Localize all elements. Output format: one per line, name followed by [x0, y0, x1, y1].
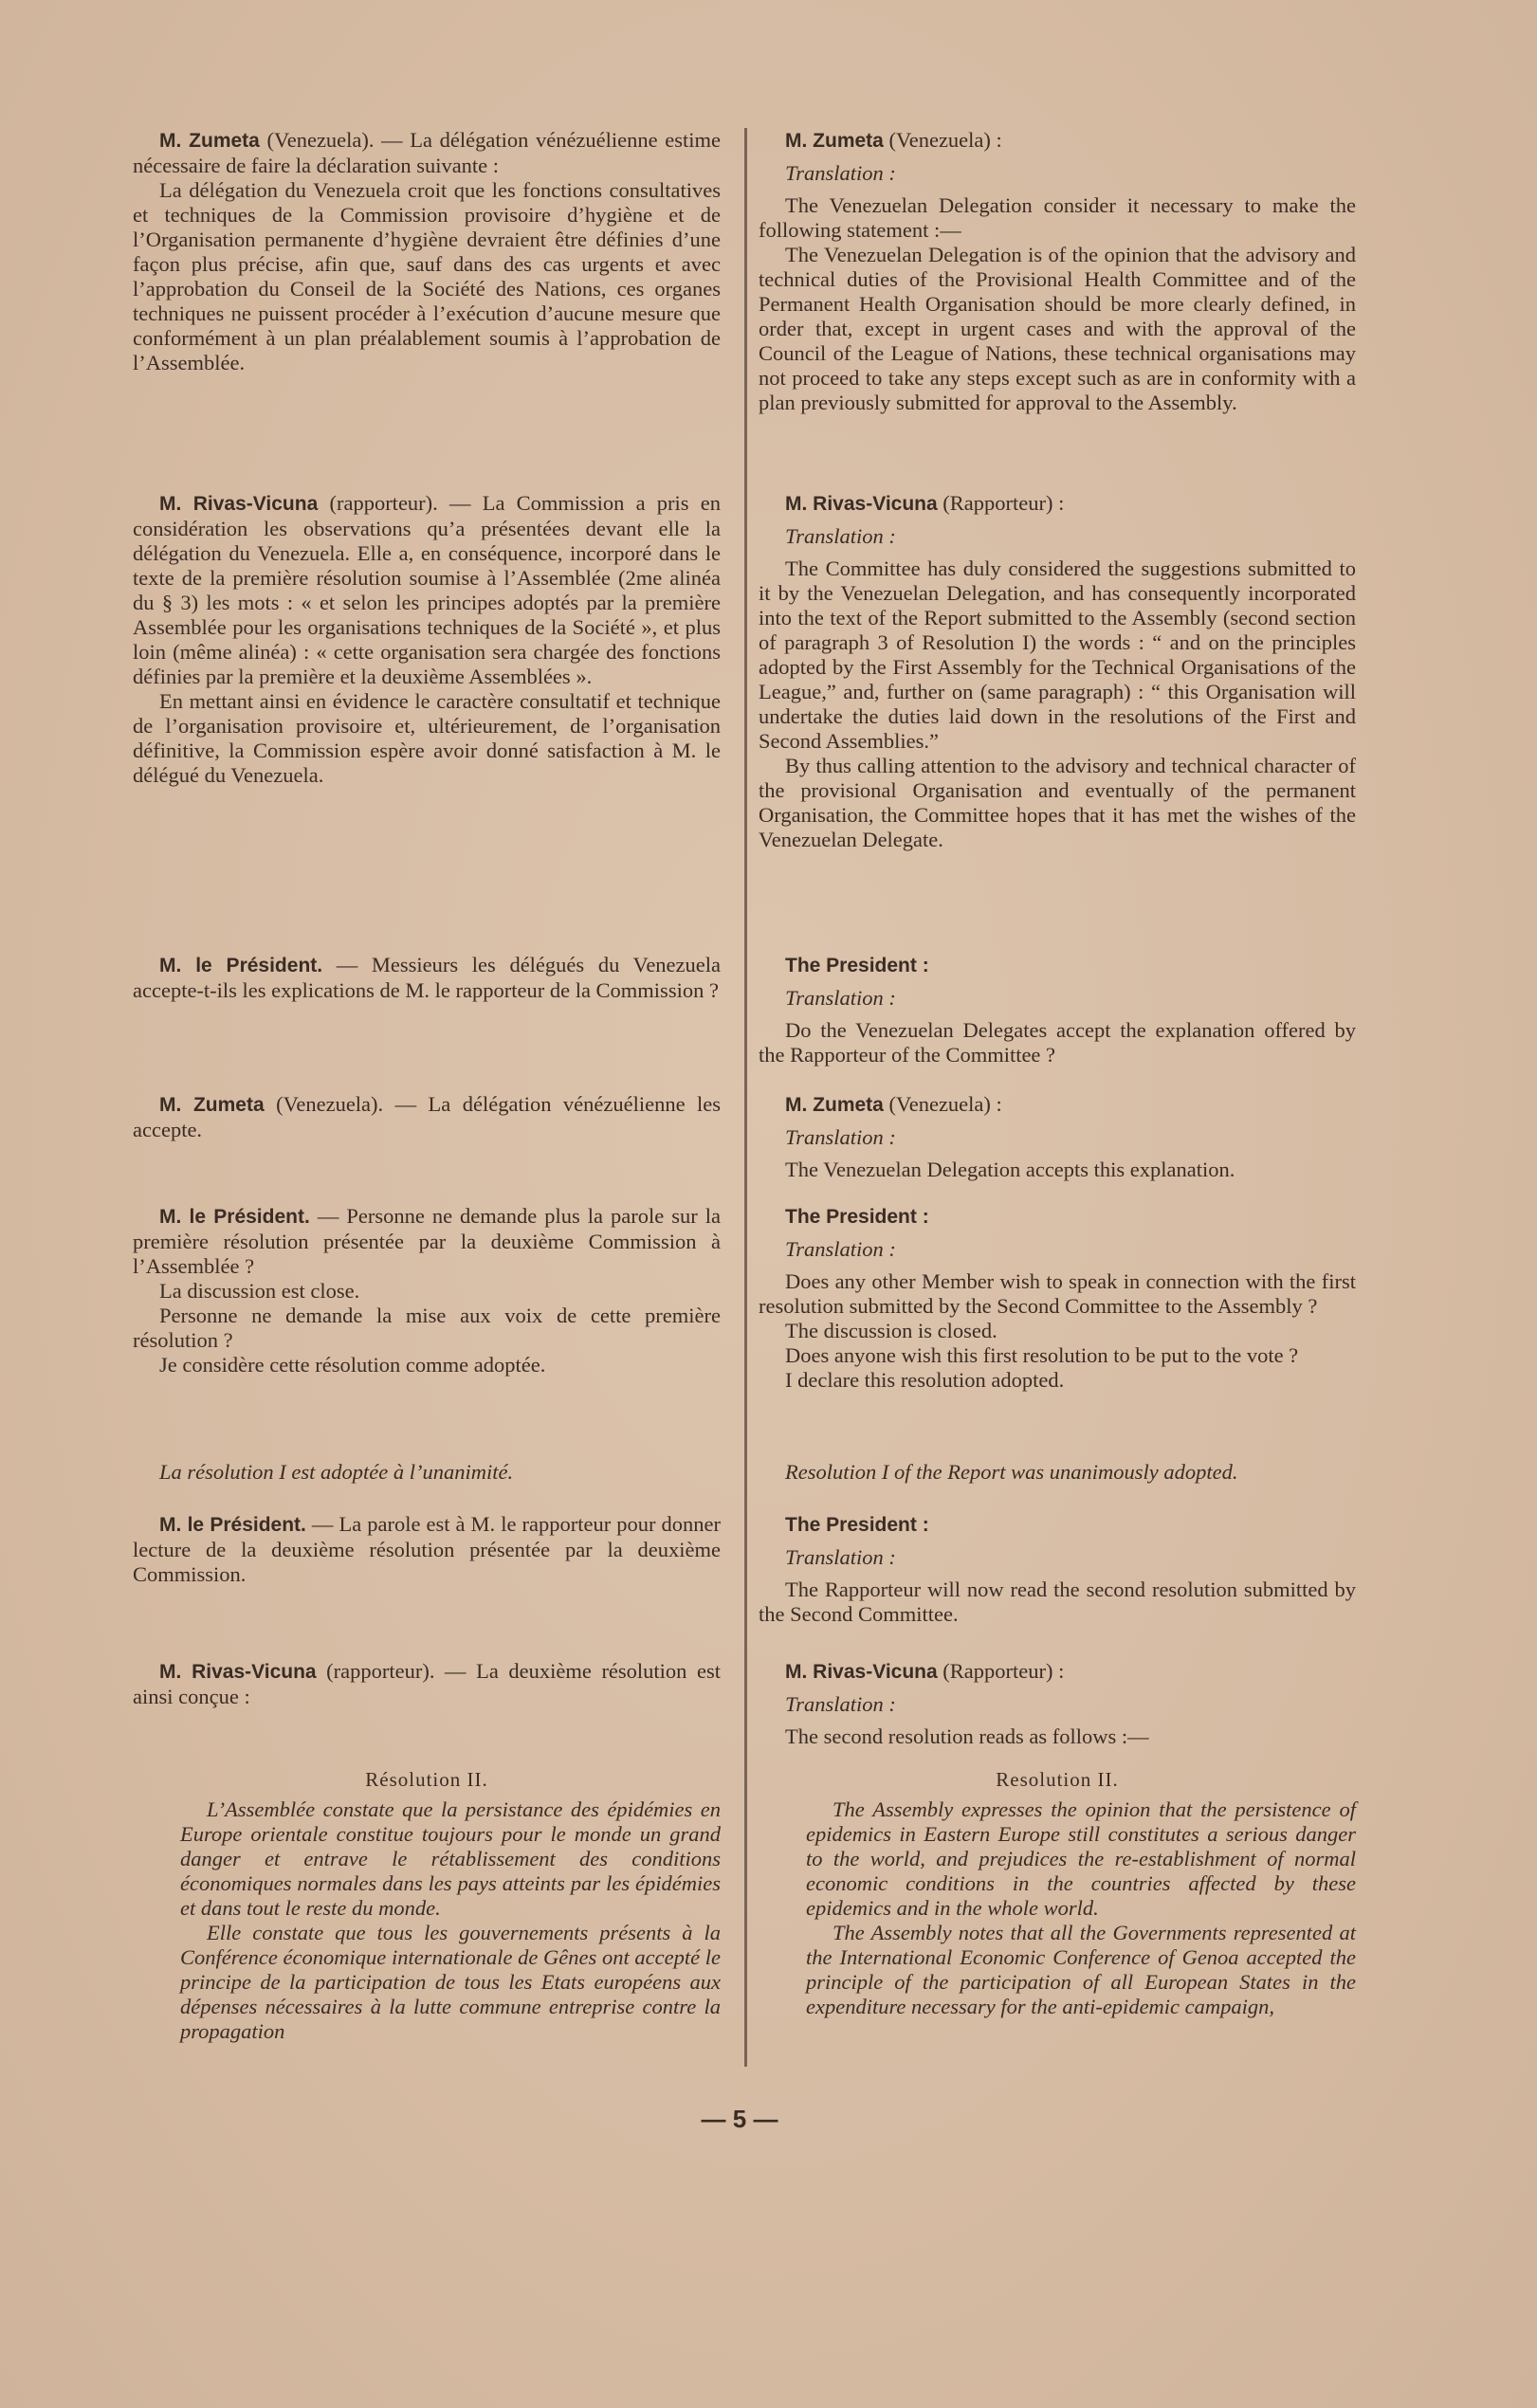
president-floor-fr	[133, 1512, 721, 1587]
speaker-name: M. Zumeta	[785, 130, 884, 152]
translation-label: Translation :	[785, 1545, 896, 1569]
speech-paragraph: The Committee has duly considered the suggestions submitted to it by the Venezuelan Delegation, and has consequently incorporated into the text of the Report submitted to the Assembly (second section of paragraph 3 of Resolution I) the words : “ and on the principles adopted by the First Assembly for the Technical Organisations of the League,” and, further on (same paragraph) : “ this Organisation will undertake the duties laid down in the resolutions of the First and Second Assemblies.”	[759, 556, 1356, 753]
speech-paragraph: La délégation du Venezuela croit que les fonctions consultatives et techniques de la Commission provisoire d’hygiène et de l’Organisation permanente d’hygiène devraient être définies d’une façon plus précise, afin que, sauf dans des cas urgents et avec l’approbation du Conseil de la Société des Nations, ces organes techniques ne puissent procéder à l’exécution d’aucune mesure que conformément à un plan préalablement soumis à l’approbation de l’Assemblée.	[133, 178, 721, 374]
speech-text: (Rapporteur) :	[937, 1659, 1065, 1683]
speech-paragraph: The Venezuelan Delegation is of the opinion that the advisory and technical duties of the Provisional Health Committee and of the Permanent Health Organisation should be more clearly defined, in order that, except in urgent cases and with the approval of the Council of the League of Nations, these technical organisations may not proceed to take any steps except such as are in conformity with a plan previously submitted for approval to the Assembly.	[759, 243, 1356, 414]
speech-paragraph: The Venezuelan Delegation consider it necessary to make the following statement :—	[759, 193, 1356, 242]
translation-label: Translation :	[785, 161, 896, 185]
resolution-two-fr	[133, 1768, 721, 2044]
speaker-name: M. le Président.	[159, 955, 323, 976]
speech-paragraph: The Rapporteur will now read the second resolution submitted by the Second Committee.	[759, 1578, 1356, 1626]
zumeta-accepts-en	[759, 1092, 1356, 1182]
resolution-paragraph: The Assembly expresses the opinion that the persistence of epidemics in Eastern Europe still constitutes a serious danger to the world, and prejudices the re-establishment of normal economic conditions in the countries affected by these epidemics and in the whole world.	[806, 1797, 1356, 1920]
zumeta-statement-en	[759, 128, 1356, 415]
resolution-two-en	[759, 1768, 1356, 2019]
speech-paragraph: Je considère cette résolution comme adoptée.	[159, 1353, 546, 1377]
speech-paragraph: I declare this resolution adopted.	[785, 1368, 1065, 1392]
speaker-name: M. Rivas-Vicuna	[785, 493, 938, 515]
page-number: — 5 —	[701, 2105, 778, 2133]
speaker-name: The President :	[785, 1514, 929, 1536]
speaker-name: M. Rivas-Vicuna	[159, 493, 319, 515]
speech-text: (Venezuela) :	[883, 128, 1002, 152]
translation-label: Translation :	[785, 524, 896, 548]
translation-label: Translation :	[785, 1237, 896, 1261]
speech-paragraph: La discussion est close.	[159, 1279, 360, 1303]
speech-text: — Personne ne demande plus la parole sur la première résolution présentée par la deuxième Commission à l’Assemblée ?	[133, 1204, 721, 1278]
speech-paragraph: The Venezuelan Delegation accepts this explanation.	[785, 1158, 1235, 1181]
column-divider	[744, 128, 747, 2067]
speech-text: — Messieurs les délégués du Venezuela accepte-t-ils les explications de M. le rapporteur de la Commission ?	[133, 953, 721, 1002]
rapporteur-reads-fr	[133, 1659, 721, 1709]
president-floor-en	[759, 1512, 1356, 1627]
speech-paragraph: Does any other Member wish to speak in connection with the first resolution submitted by the Second Committee to the Assembly ?	[759, 1269, 1356, 1318]
speech-text: (rapporteur). — La Commission a pris en considération les observations qu’a présentées devant elle la délégation du Venezuela. Elle a, en conséquence, incorporé dans le texte de la première résolution soumise à l’Assemblée (2me alinéa du § 3) les mots : « et selon les principes adoptés par la première Assemblée pour les organisations techniques de la Société », et plus loin (même alinéa) : « cette organisation sera chargée des fonctions définies par la première et la deuxième Assemblées ».	[133, 491, 722, 688]
resolution-paragraph: Elle constate que tous les gouvernements présents à la Conférence économique internationale de Gênes ont accepté le principe de la participation de tous les Etats européens aux dépenses nécessaires à la lutte commune entreprise contre la propagation	[180, 1921, 721, 2043]
speech-paragraph: En mettant ainsi en évidence le caractère consultatif et technique de l’organisation provisoire et, ultérieurement, de l’organisation définitive, la Commission espère avoir donné satisfaction à M. le délégué du Venezuela.	[133, 689, 721, 787]
resolution-paragraph: The Assembly notes that all the Governments represented at the International Economic Conference of Genoa accepted the principle of the participation of all European States in the expenditure necessary for the anti-epidemic campaign,	[806, 1921, 1356, 2018]
president-question-en	[759, 953, 1356, 1067]
speaker-name: M. le Président.	[159, 1514, 306, 1536]
resolution-adopted-note-en	[759, 1460, 1356, 1485]
english-column	[759, 123, 1356, 2076]
rapporteur-reads-en	[759, 1659, 1356, 1749]
translation-label: Translation :	[785, 986, 896, 1010]
president-close-en	[759, 1204, 1356, 1393]
resolution-paragraph: L’Assemblée constate que la persistance des épidémies en Europe orientale constitue toujours pour le monde un grand danger et entrave le rétablissement des conditions économiques normales dans les pays atteints par les épidémies et dans tout le reste du monde.	[180, 1797, 721, 1920]
speaker-name: M. le Président.	[159, 1206, 310, 1228]
speaker-name: M. Rivas-Vicuna	[785, 1661, 938, 1683]
speaker-name: M. Zumeta	[159, 1094, 265, 1116]
president-close-fr	[133, 1204, 721, 1377]
speech-paragraph: The second resolution reads as follows :—	[785, 1724, 1149, 1748]
rapporteur-reply-en	[759, 491, 1356, 852]
speaker-name: The President :	[785, 1206, 929, 1228]
adoption-note: Resolution I of the Report was unanimously adopted.	[785, 1460, 1238, 1484]
resolution-heading: Résolution II.	[365, 1768, 488, 1791]
speech-text: (Venezuela). — La délégation vénézuélienne les accepte.	[133, 1092, 721, 1141]
translation-label: Translation :	[785, 1692, 896, 1716]
zumeta-statement-fr	[133, 128, 721, 375]
rapporteur-reply-fr	[133, 491, 721, 788]
speaker-name: M. Rivas-Vicuna	[159, 1661, 317, 1683]
president-question-fr	[133, 953, 721, 1003]
speaker-name: M. Zumeta	[785, 1094, 884, 1116]
speech-text: (rapporteur). — La deuxième résolution est ainsi conçue :	[133, 1659, 721, 1708]
translation-label: Translation :	[785, 1125, 896, 1149]
french-column	[133, 123, 721, 2076]
speaker-name: The President :	[785, 955, 929, 976]
speech-paragraph: Do the Venezuelan Delegates accept the explanation offered by the Rapporteur of the Committee ?	[759, 1018, 1356, 1067]
zumeta-accepts-fr	[133, 1092, 721, 1142]
speech-paragraph: Personne ne demande la mise aux voix de cette première résolution ?	[133, 1304, 721, 1352]
resolution-adopted-note-fr	[133, 1460, 721, 1485]
speech-text: (Rapporteur) :	[937, 491, 1065, 515]
speech-paragraph: By thus calling attention to the advisory and technical character of the provisional Organisation and eventually of the permanent Organisation, the Committee hopes that it has met the wishes of the Venezuelan Delegate.	[759, 754, 1356, 851]
adoption-note: La résolution I est adoptée à l’unanimité.	[159, 1460, 514, 1484]
speech-text: (Venezuela) :	[883, 1092, 1002, 1116]
speech-paragraph: Does anyone wish this first resolution to be put to the vote ?	[785, 1343, 1299, 1367]
speaker-name: M. Zumeta	[159, 130, 260, 152]
resolution-heading: Resolution II.	[996, 1768, 1119, 1791]
speech-paragraph: The discussion is closed.	[785, 1319, 997, 1342]
speech-text: — La parole est à M. le rapporteur pour donner lecture de la deuxième résolution présentée par la deuxième Commission.	[133, 1512, 721, 1586]
speech-text: (Venezuela). — La délégation vénézuélienne estime nécessaire de faire la déclaration suivante :	[133, 128, 721, 177]
